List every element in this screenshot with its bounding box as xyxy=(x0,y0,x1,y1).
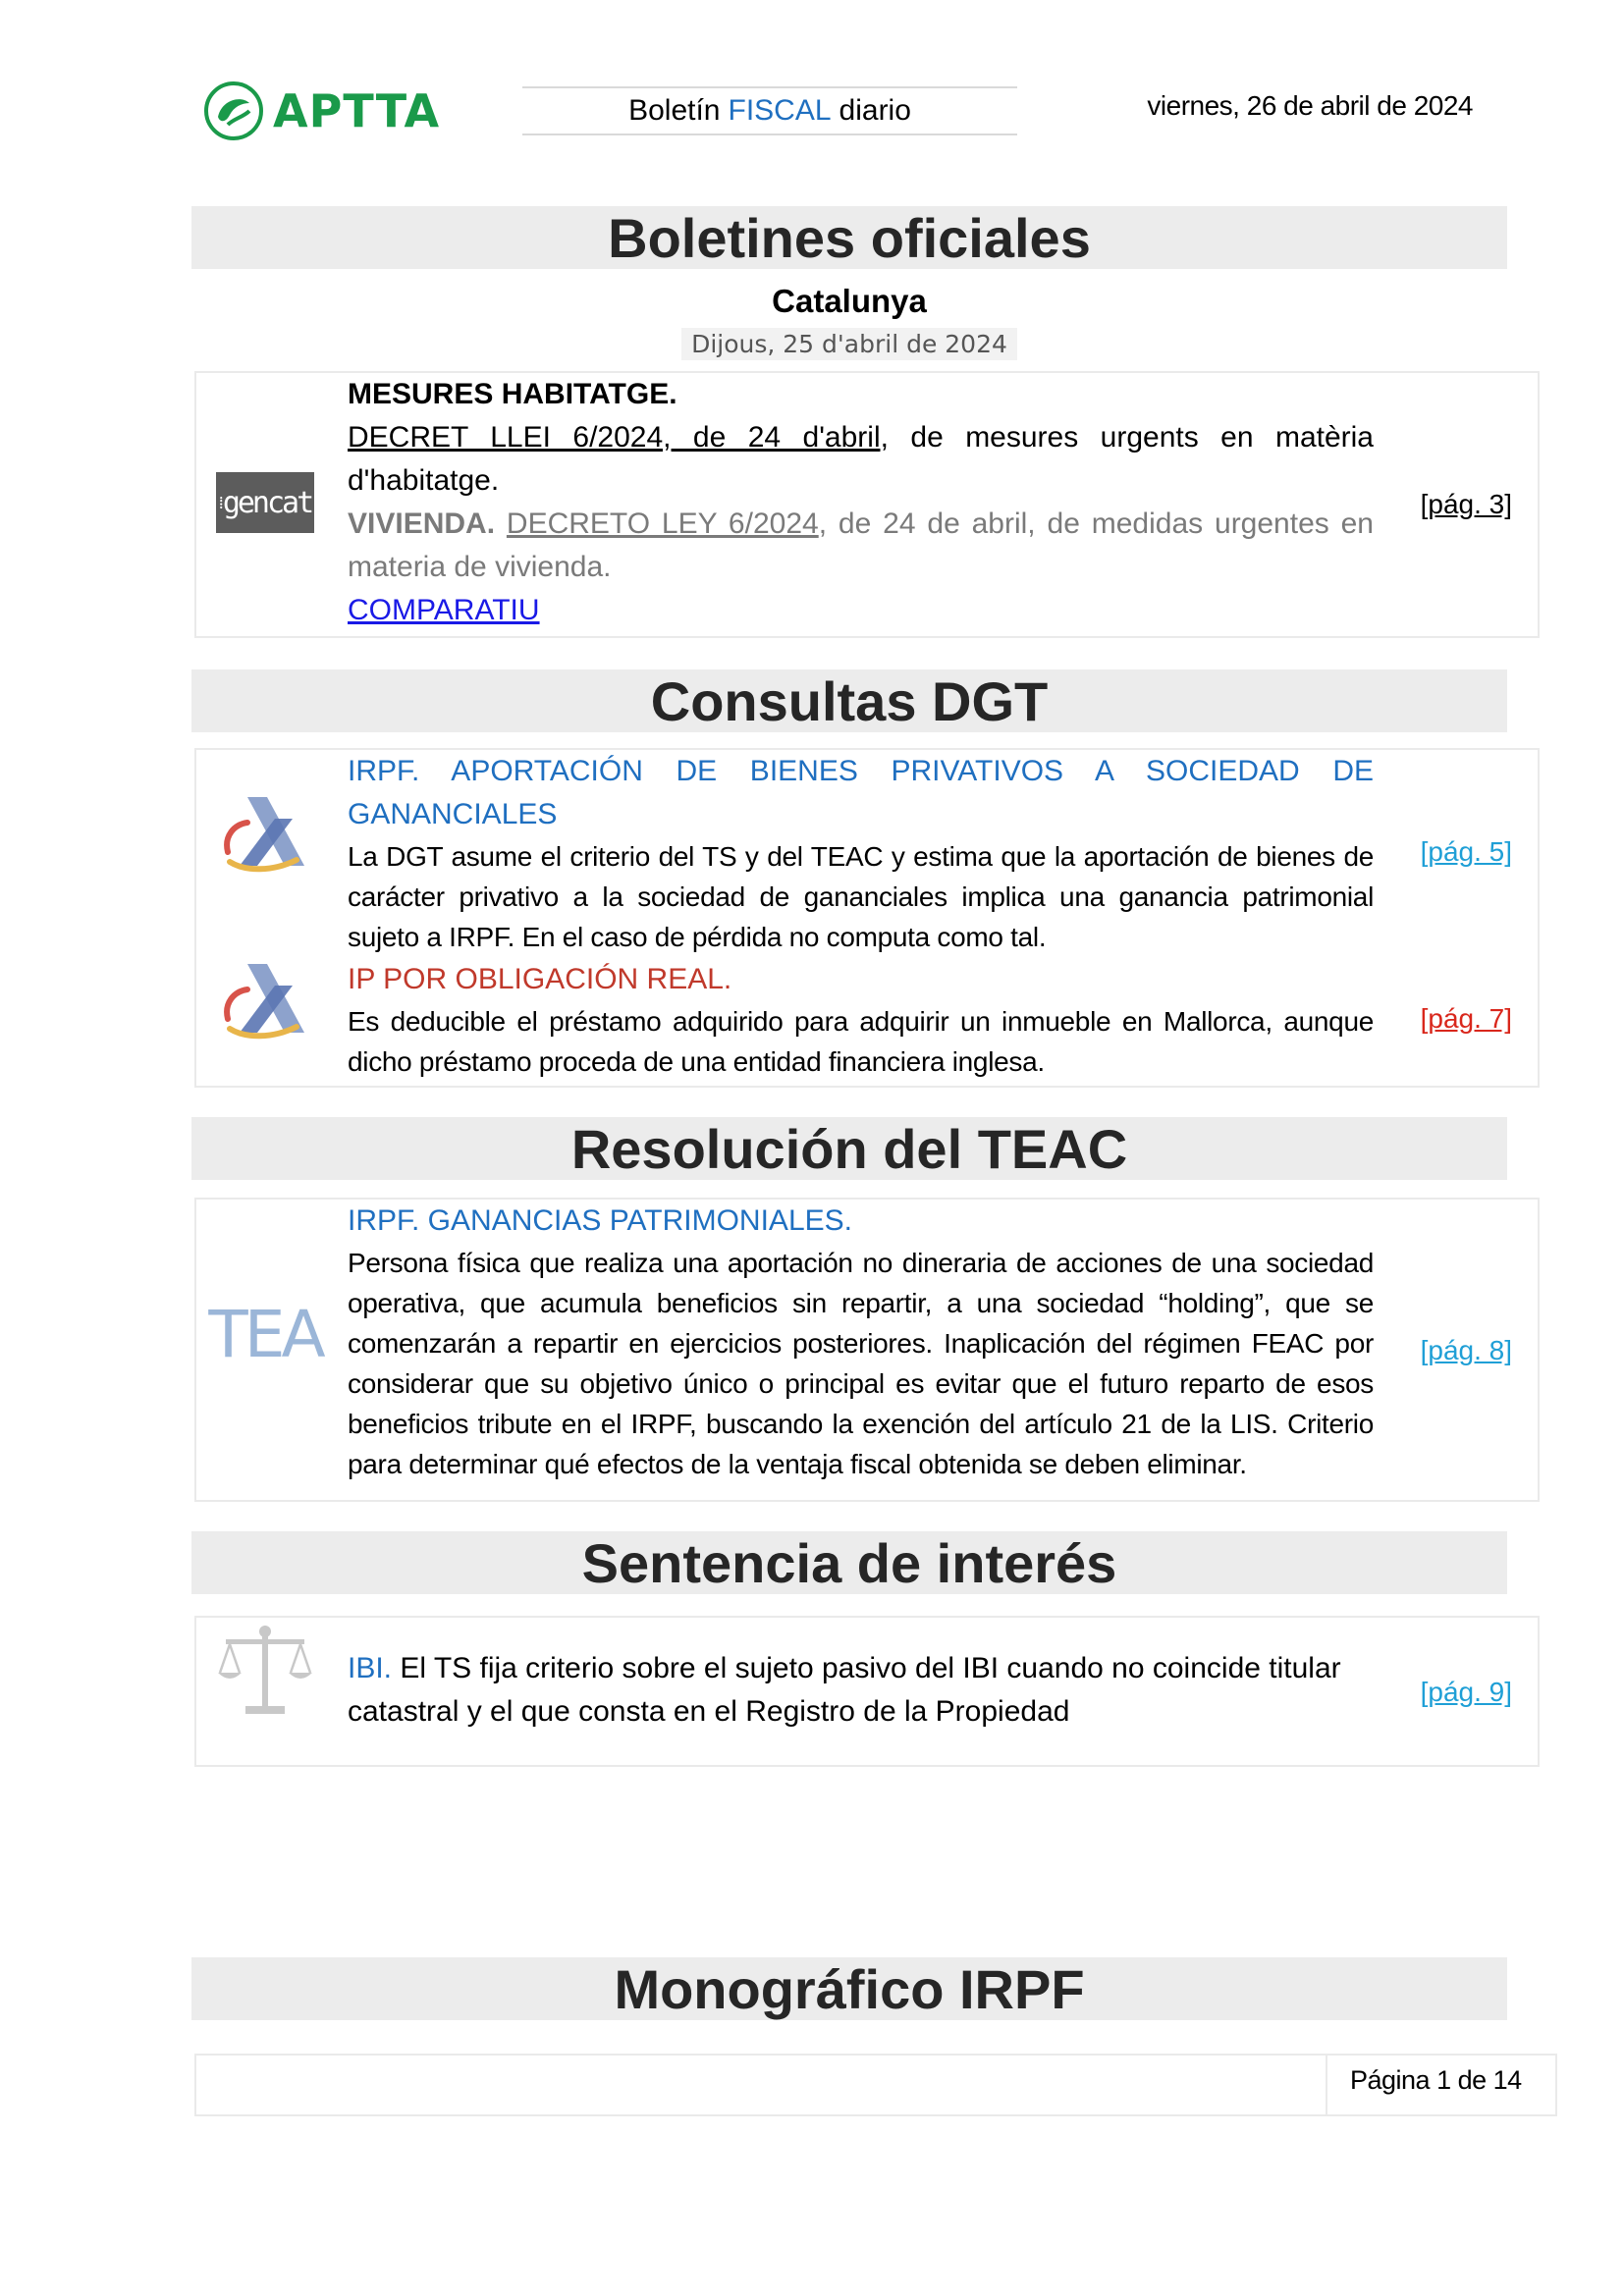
gencat-icon-label: gencat xyxy=(222,485,312,520)
aeat-icon xyxy=(216,789,314,878)
bulletin-title xyxy=(522,86,1017,135)
teac-heading: IRPF. GANANCIAS PATRIMONIALES. xyxy=(348,1204,852,1237)
tea-icon-label: TEA xyxy=(208,1296,322,1372)
entry-heading: MESURES HABITATGE. xyxy=(348,378,677,410)
dgt-body-1: La DGT asume el criterio del TS y del TEAC y estima que la aportación de bienes de carácter privativo a la sociedad de gananciales implica una ganancia patrimonial sujeto a IRPF. En el caso de pérdida no computa como tal. xyxy=(348,841,1374,952)
entry-text-teac xyxy=(348,1200,1374,1484)
page-link-3[interactable]: [pág. 3] xyxy=(1420,489,1512,519)
comparatiu-link[interactable]: COMPARATIU xyxy=(348,594,540,626)
section-title-teac: Resolución del TEAC xyxy=(191,1117,1507,1180)
entry-text-dgt-2 xyxy=(348,958,1374,1082)
footer-divider xyxy=(1326,2056,1327,2114)
bulletin-suffix: diario xyxy=(839,94,911,127)
header-date: viernes, 26 de abril de 2024 xyxy=(1147,90,1473,121)
decret-link[interactable]: DECRET LLEI 6/2024, de 24 d'abril, xyxy=(348,421,889,454)
entry-text-sentencia xyxy=(348,1647,1374,1734)
bulletin-date-row xyxy=(191,328,1507,360)
tea-icon xyxy=(208,1296,322,1372)
entry-teac xyxy=(194,1198,1540,1502)
entry-text xyxy=(348,373,1374,632)
bulletin-fiscal: FISCAL xyxy=(728,94,832,127)
gencat-icon: ⁞ gencat xyxy=(216,471,314,534)
footer xyxy=(194,2054,1557,2116)
dgt-heading-2: IP POR OBLIGACIÓN REAL. xyxy=(348,963,732,995)
teac-body: Persona física que realiza una aportación no dineraria de acciones de una sociedad operativa, que acumula beneficios sin repartir, a una sociedad “holding”, que se comenzarán a repartir en ejercicios posteriores. Inaplicación del régimen FEAC por considerar que su objetivo único o principal es evitar que el futuro reparto de esos beneficios tribute en el IRPF, buscando la exención del artículo 21 de la LIS. Criterio para determinar qué efectos de la ventaja fiscal obtenida se deben eliminar. xyxy=(348,1248,1374,1479)
section-title-dgt: Consultas DGT xyxy=(191,669,1507,732)
entry-mesures-habitatge xyxy=(194,371,1540,638)
dgt-body-2: Es deducible el préstamo adquirido para adquirir un inmueble en Mallorca, aunque dicho préstamo proceda de una entidad financiera inglesa. xyxy=(348,1006,1374,1077)
section-title-boletines: Boletines oficiales xyxy=(191,206,1507,269)
bulletin-prefix: Boletín xyxy=(628,94,721,127)
page-link-9[interactable]: [pág. 9] xyxy=(1420,1677,1512,1707)
entry-text-dgt-1 xyxy=(348,750,1374,957)
page-link-7[interactable]: [pág. 7] xyxy=(1420,1003,1512,1034)
sentencia-label: IBI. xyxy=(348,1652,393,1684)
decret-rest: de mesures urgents en matèria d'habitatge. xyxy=(348,421,1374,497)
aptta-logo xyxy=(204,79,460,143)
decreto-link[interactable]: DECRETO LEY 6/2024 xyxy=(506,507,819,540)
region-label: Catalunya xyxy=(772,283,927,319)
logo-text: APTTA xyxy=(273,84,441,137)
vivienda-label: VIVIENDA. xyxy=(348,507,496,540)
decreto-rest: , de 24 de abril, de medidas urgentes en materia de vivienda. xyxy=(348,507,1374,583)
dgt-heading-1: IRPF. APORTACIÓN DE BIENES PRIVATIVOS A SOCIEDAD DE GANANCIALES xyxy=(348,755,1374,830)
page-number: Página 1 de 14 xyxy=(1350,2065,1522,2095)
aptta-logo-icon xyxy=(204,81,263,140)
section-title-sentencia: Sentencia de interés xyxy=(191,1531,1507,1594)
page-link-5[interactable]: [pág. 5] xyxy=(1420,836,1512,867)
page-link-8[interactable]: [pág. 8] xyxy=(1420,1335,1512,1365)
scales-icon xyxy=(216,1622,314,1720)
section-title-monografico: Monográfico IRPF xyxy=(191,1957,1507,2020)
entry-dgt xyxy=(194,748,1540,1088)
entry-sentencia xyxy=(194,1616,1540,1767)
bulletin-date: Dijous, 25 d'abril de 2024 xyxy=(681,328,1017,360)
sentencia-body: El TS fija criterio sobre el sujeto pasivo del IBI cuando no coincide titular catastral y el que consta en el Registro de la Propiedad xyxy=(348,1652,1341,1728)
aeat-icon xyxy=(216,956,314,1044)
